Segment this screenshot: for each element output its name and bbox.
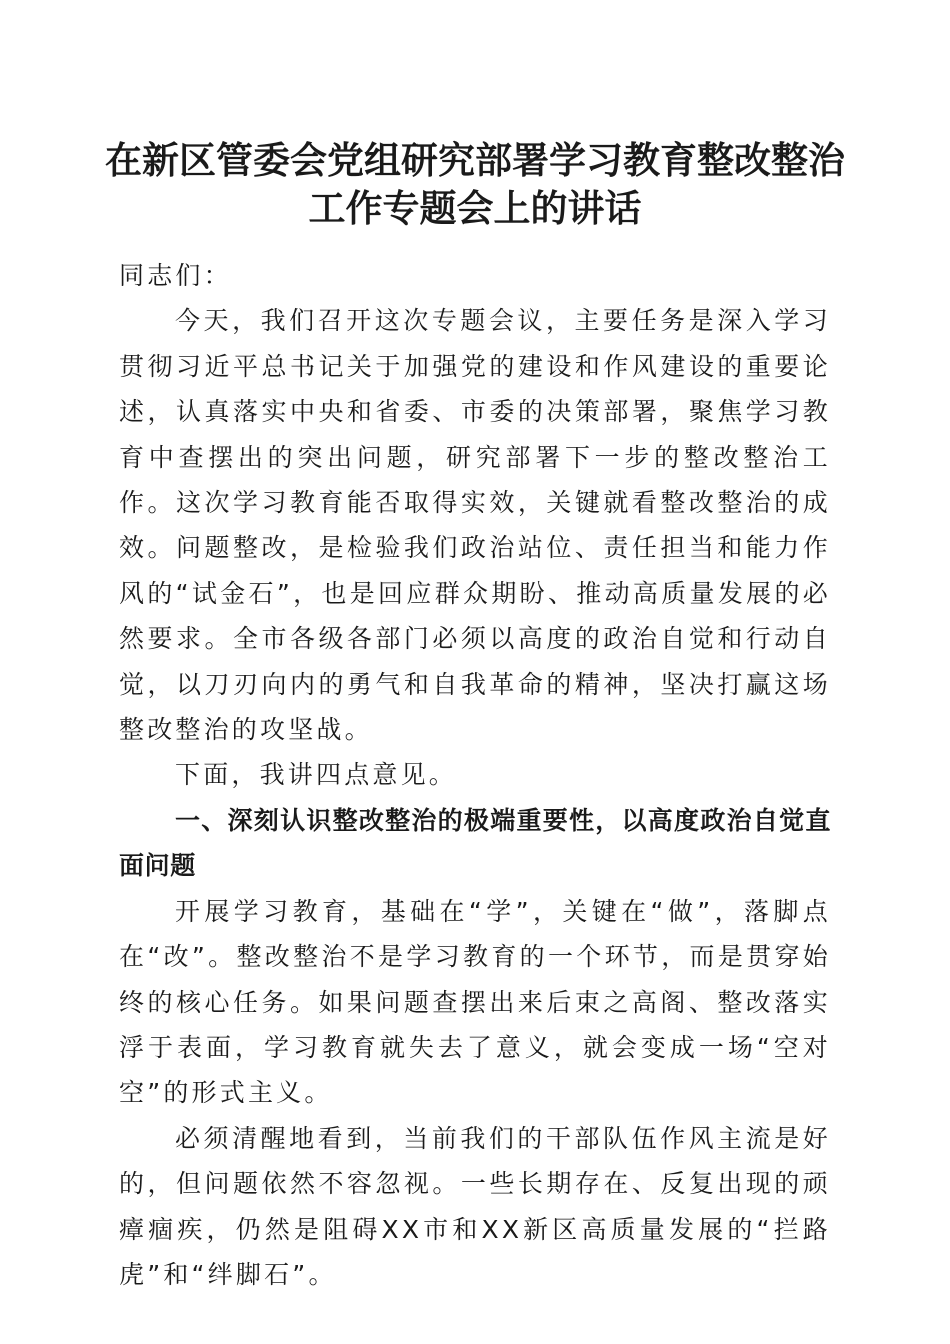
- salutation: 同志们：: [119, 261, 232, 290]
- document-title-line-1: 在新区管委会党组研究部署学习教育整改整治: [105, 138, 845, 182]
- intro-paragraph: 今天，我们召开这次专题会议，主要任务是深入学习贯彻习近平总书记关于加强党的建设和作风建设的重要论述，认真落实中央和省委、市委的决策部署，聚焦学习教育中查摆出的突出问题，研究部署下一步的整改整治工作。这次学习教育能否取得实效，关键就看整改整治的成效。问题整改，是检验我们政治站位、责任担当和能力作风的“试金石”，也是回应群众期盼、推动高质量发展的必然要求。全市各级各部门必须以高度的政治自觉和行动自觉，以刀刃向内的勇气和自我革命的精神，坚决打赢这场整改整治的攻坚战。: [119, 306, 831, 745]
- section-1-heading: 一、深刻认识整改整治的极端重要性，以高度政治自觉直面问题: [119, 805, 831, 881]
- section-1-paragraph-1: 开展学习教育，基础在“学”，关键在“做”，落脚点在“改”。整改整治不是学习教育的一个环节，而是贯穿始终的核心任务。如果问题查摆出来后束之高阁、整改落实浮于表面，学习教育就失去了意义，就会变成一场“空对空”的形式主义。: [119, 896, 831, 1108]
- document-title-line-2: 工作专题会上的讲话: [308, 186, 642, 230]
- outline-paragraph: 下面，我讲四点意见。: [175, 760, 458, 790]
- section-1-paragraph-2: 必须清醒地看到，当前我们的干部队伍作风主流是好的，但问题依然不容忽视。一些长期存在、反复出现的顽瘴痼疾，仍然是阻碍XX市和XX新区高质量发展的“拦路虎”和“绊脚石”。: [119, 1123, 831, 1289]
- document-body: [119, 253, 831, 1297]
